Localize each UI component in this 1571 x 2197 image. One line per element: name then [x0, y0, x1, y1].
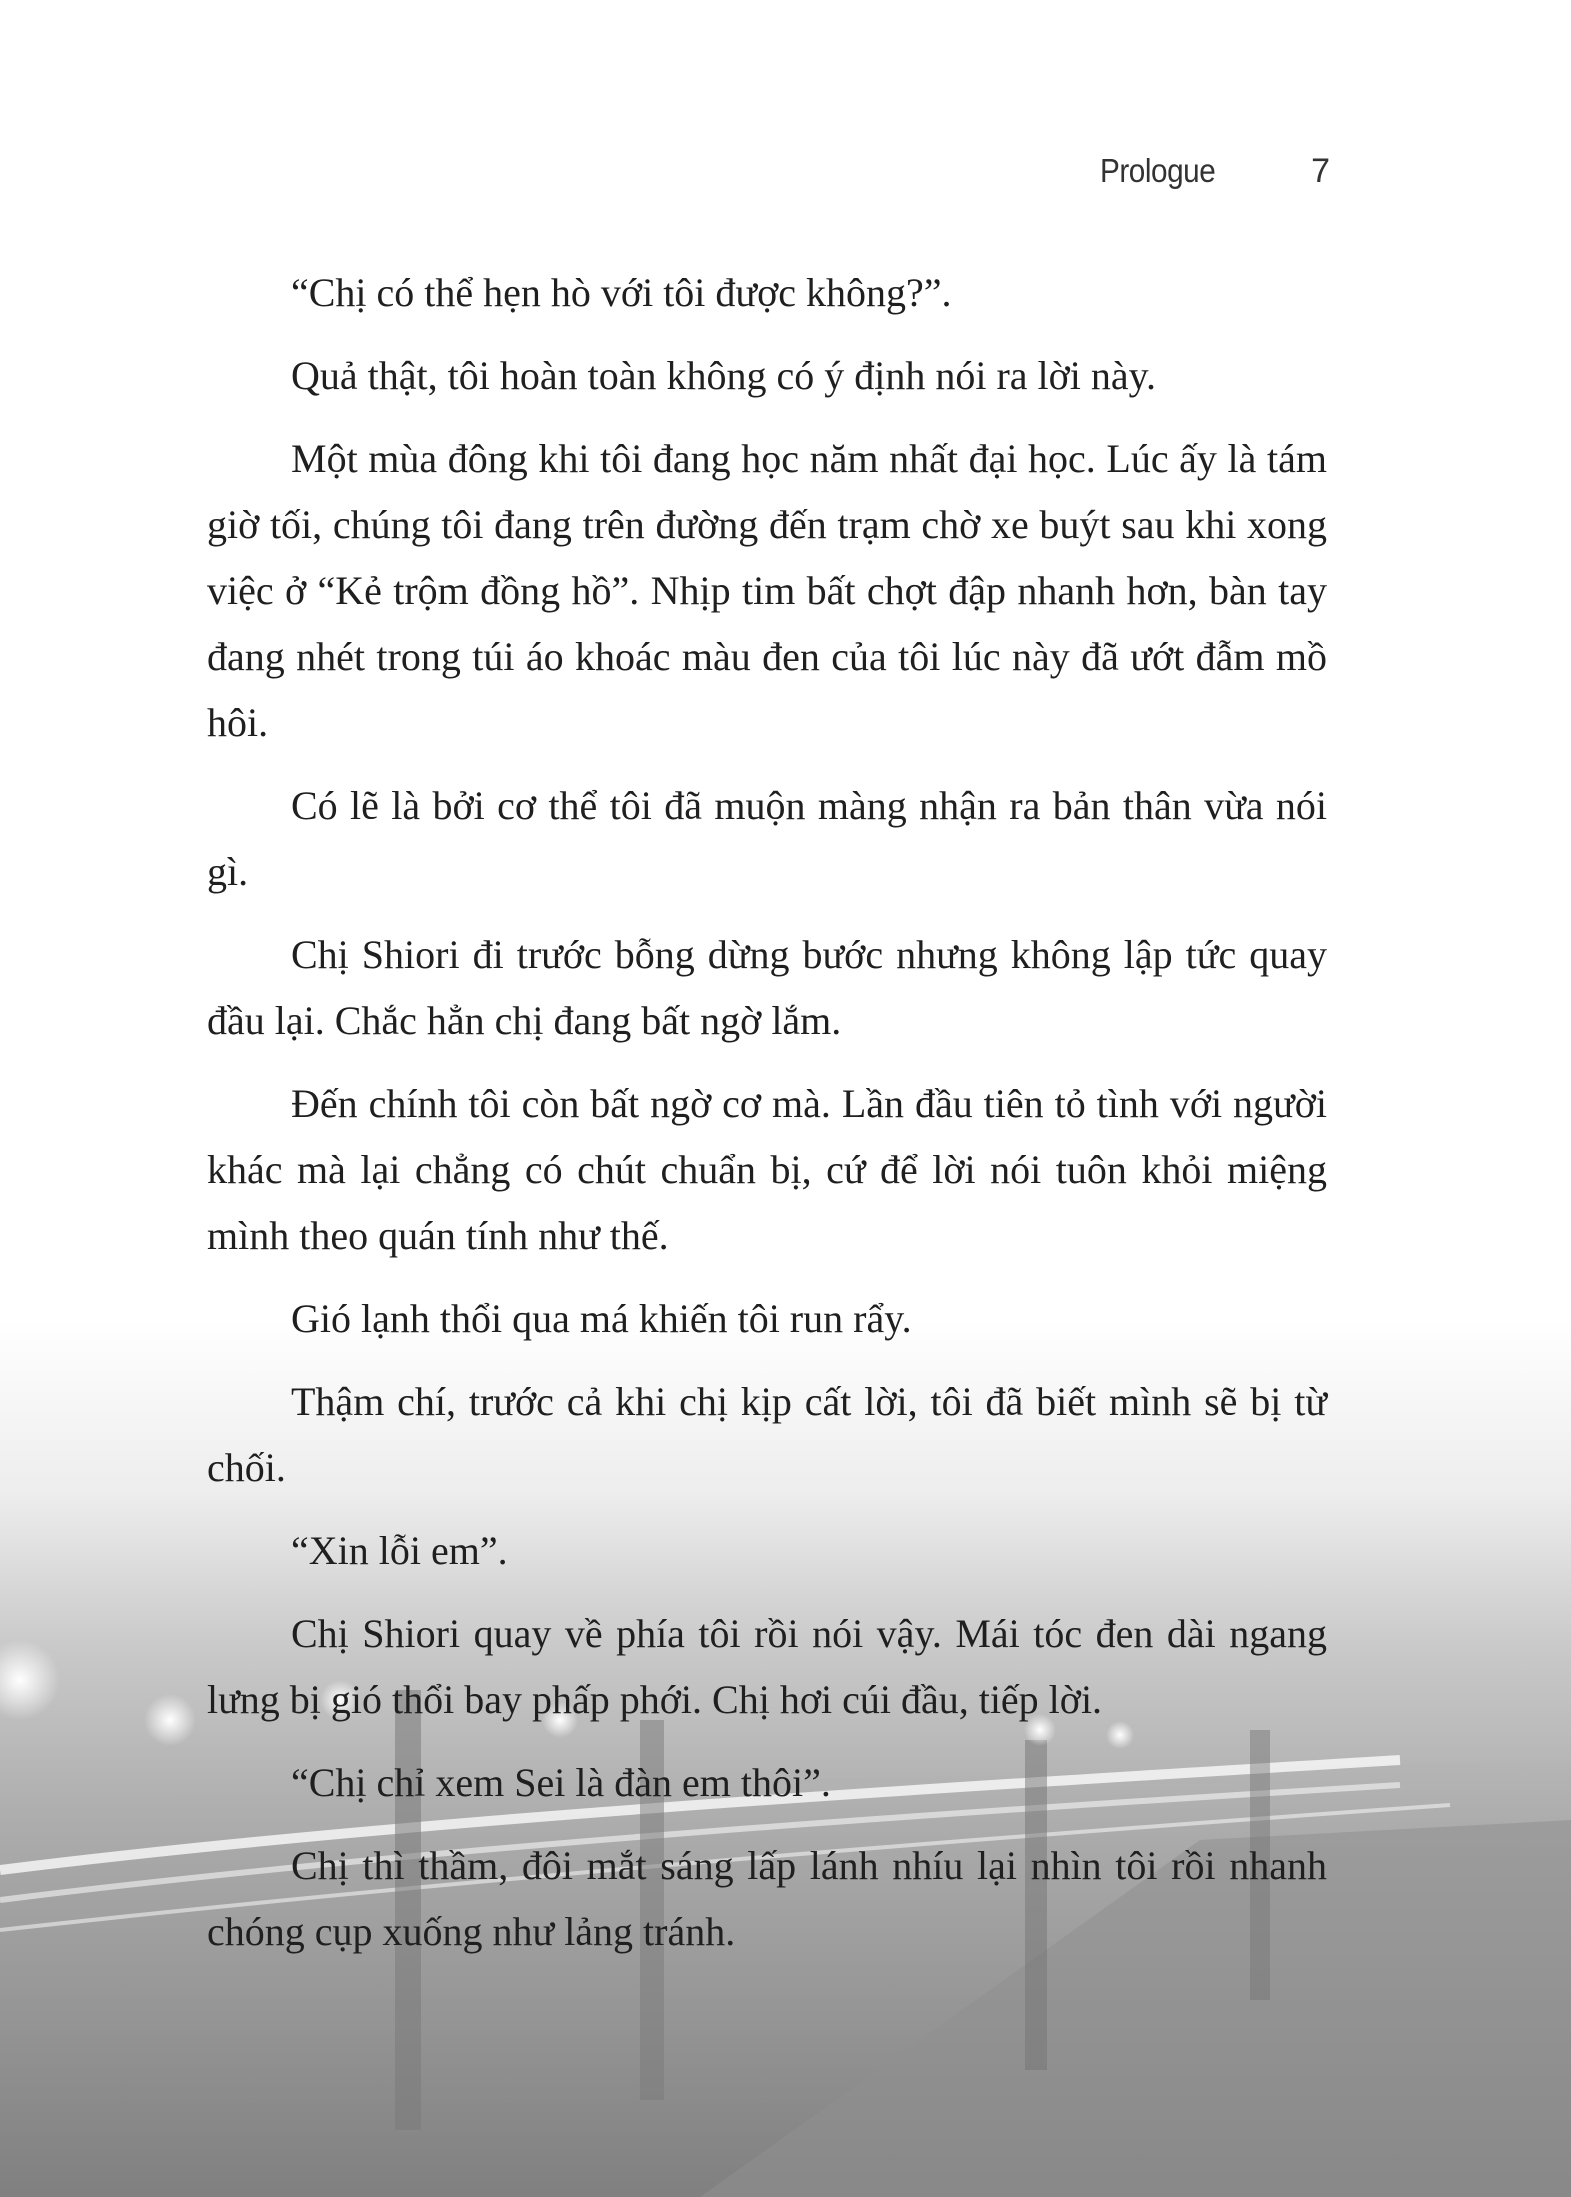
paragraph: Thậm chí, trước cả khi chị kịp cất lời, tôi đã biết mình sẽ bị từ chối. [207, 1379, 1327, 1490]
paragraph: Có lẽ là bởi cơ thể tôi đã muộn màng nhận ra bản thân vừa nói gì. [207, 783, 1327, 894]
paragraph: Gió lạnh thổi qua má khiến tôi run rẩy. [291, 1296, 912, 1341]
paragraph: Đến chính tôi còn bất ngờ cơ mà. Lần đầu tiên tỏ tình với người khác mà lại chẳng có chút chuẩn bị, cứ để lời nói tuôn khỏi miệng mình theo quán tính như thế. [207, 1081, 1327, 1258]
paragraph: Một mùa đông khi tôi đang học năm nhất đại học. Lúc ấy là tám giờ tối, chúng tôi đang trên đường đến trạm chờ xe buýt sau khi xong việc ở “Kẻ trộm đồng hồ”. Nhịp tim bất chợt đập nhanh hơn, bàn tay đang nhét trong túi áo khoác màu đen của tôi lúc này đã ướt đẫm mồ hôi. [207, 436, 1327, 745]
paragraph: Chị thì thầm, đôi mắt sáng lấp lánh nhíu lại nhìn tôi rồi nhanh chóng cụp xuống như lảng tránh. [207, 1843, 1327, 1954]
paragraph: Quả thật, tôi hoàn toàn không có ý định nói ra lời này. [291, 353, 1157, 398]
page-header [1050, 152, 1330, 202]
running-title: Prologue [1100, 152, 1216, 189]
paragraph: Chị Shiori quay về phía tôi rồi nói vậy. Mái tóc đen dài ngang lưng bị gió thổi bay phấp phới. Chị hơi cúi đầu, tiếp lời. [207, 1611, 1327, 1722]
page-number: 7 [1311, 152, 1330, 190]
paragraph: “Chị có thể hẹn hò với tôi được không?”. [291, 270, 952, 315]
paragraph: “Chị chỉ xem Sei là đàn em thôi”. [291, 1760, 831, 1805]
paragraph: Chị Shiori đi trước bỗng dừng bước nhưng không lập tức quay đầu lại. Chắc hẳn chị đang bất ngờ lắm. [207, 932, 1327, 1043]
paragraph: “Xin lỗi em”. [291, 1528, 508, 1573]
body-text [207, 260, 1327, 1982]
